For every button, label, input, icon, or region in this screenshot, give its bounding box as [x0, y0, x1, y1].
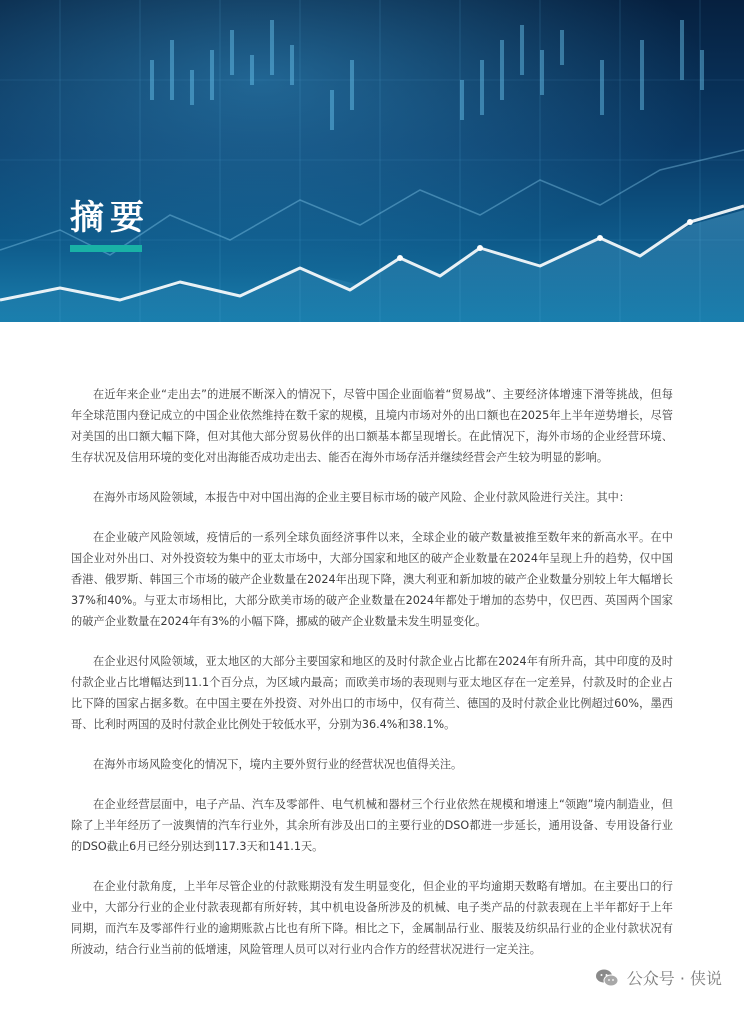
- summary-body: [71, 384, 673, 979]
- stock-chart-background: [0, 0, 744, 322]
- wechat-icon: [595, 968, 619, 988]
- paragraph-overseas-risk: 在海外市场风险领域，本报告中对中国出海的企业主要目标市场的破产风险、企业付款风险进行关注。其中：: [93, 491, 631, 504]
- watermark-text: 公众号 · 侠说: [626, 969, 722, 988]
- page-title: 摘要: [70, 198, 150, 238]
- paragraph-late-payment-risk: 在企业迟付风险领域，亚太地区的大部分主要国家和地区的及时付款企业占比都在2024年有所升高，其中印度的及时付款企业占比增幅达到11.1个百分点，为区域内最高；而欧美市场的表现则与亚太地区存在一定差异，付款及时的企业占比下降的国家占据多数。在中国主要在外投资、对外出口的市场中，仅有荷兰、德国的及时付款企业比例超过60%，墨西哥、比利时两国的及时付款企业比例处于较低水平，分别为36.4%和38.1%。: [71, 655, 673, 731]
- paragraph-intro: 在近年来企业“走出去”的进展不断深入的情况下，尽管中国企业面临着“贸易战”、主要经济体增速下滑等挑战，但每年全球范围内登记成立的中国企业依然维持在数千家的规模，且境内市场对外的出口额也在2025年上半年逆势增长，尽管对美国的出口额大幅下降，但对其他大部分贸易伙伴的出口额基本都呈现增长。在此情况下，海外市场的企业经营环境、生存状况及信用环境的变化对出海能否成功走出去、能否在海外市场存活并继续经营会产生较为明显的影响。: [71, 388, 673, 464]
- watermark: [595, 966, 722, 989]
- paragraph-operations: 在企业经营层面中，电子产品、汽车及零部件、电气机械和器材三个行业依然在规模和增速上“领跑”境内制造业，但除了上半年经历了一波舆情的汽车行业外，其余所有涉及出口的主要行业的DSO都进一步延长，通用设备、专用设备行业的DSO截止6月已经分别达到117.3天和141.1天。: [71, 798, 673, 853]
- paragraph-domestic-trade: 在海外市场风险变化的情况下，境内主要外贸行业的经营状况也值得关注。: [93, 758, 463, 771]
- title-underline: [70, 245, 142, 252]
- paragraph-bankruptcy-risk: 在企业破产风险领域，疫情后的一系列全球负面经济事件以来，全球企业的破产数量被推至数年来的新高水平。在中国企业对外出口、对外投资较为集中的亚太市场中，大部分国家和地区的破产企业数量在2024年呈现上升的趋势，仅中国香港、俄罗斯、韩国三个市场的破产企业数量在2024年出现下降，澳大利亚和新加坡的破产企业数量分别较上年大幅增长37%和40%。与亚太市场相比，大部分欧美市场的破产企业数量在2024年都处于增加的态势中，仅巴西、英国两个国家的破产企业数量在2024年有3%的小幅下降，挪威的破产企业数量未发生明显变化。: [71, 531, 673, 628]
- header-banner: [0, 0, 744, 322]
- paragraph-payment: 在企业付款角度，上半年尽管企业的付款账期没有发生明显变化，但企业的平均逾期天数略有增加。在主要出口的行业中，大部分行业的企业付款表现都有所好转，其中机电设备所涉及的机械、电子类产品的付款表现在上半年都好于上年同期，而汽车及零部件行业的逾期账款占比也有所下降。相比之下，金属制品行业、服装及纺织品行业的企业付款状况有所波动，结合行业当前的低增速，风险管理人员可以对行业内合作方的经营状况进行一定关注。: [71, 880, 673, 956]
